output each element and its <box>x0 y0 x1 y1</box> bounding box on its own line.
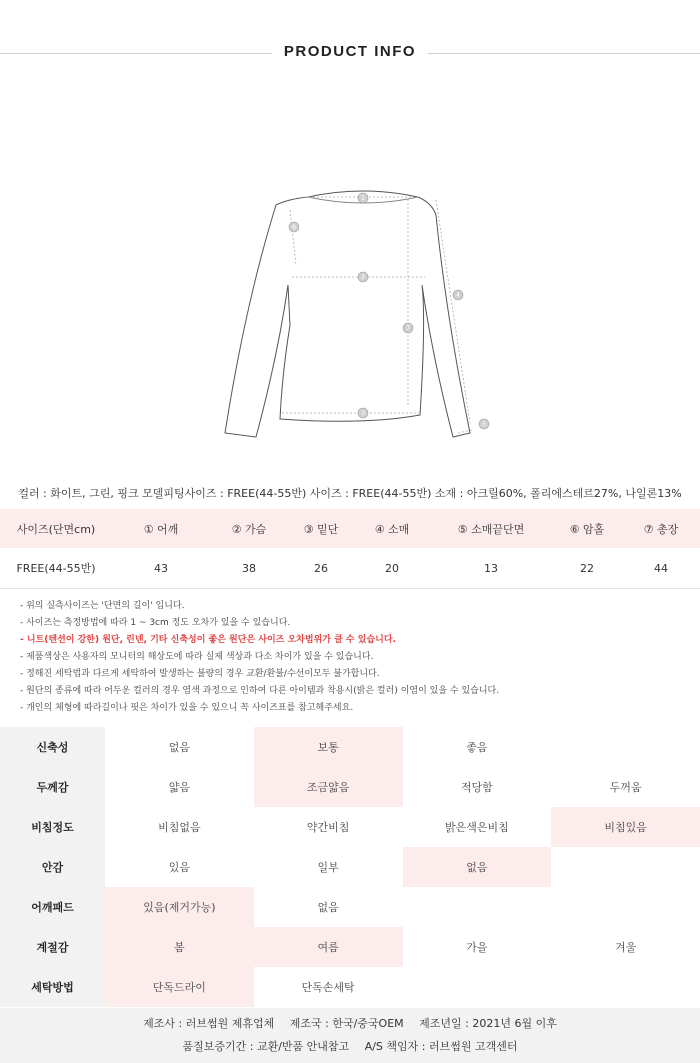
table-row <box>0 727 700 767</box>
maker-label: 제조사 : <box>143 1017 183 1030</box>
characteristic-option: 좋음 <box>466 741 488 754</box>
marker-6 <box>289 222 299 232</box>
date-value: 2021년 6월 이후 <box>472 1017 557 1030</box>
characteristic-label: 안감 <box>0 847 105 887</box>
size-header: ⑦ 총장 <box>622 509 700 548</box>
table-row <box>0 927 700 967</box>
characteristic-option: 없음 <box>168 741 190 754</box>
characteristic-option <box>551 967 700 1007</box>
size-cell: 13 <box>430 548 552 589</box>
date-label: 제조년일 : <box>419 1017 469 1030</box>
list-item: - 원단의 종류에 따라 어두운 컬러의 경우 염색 과정으로 인하여 다른 아이템과 착용시(밝은 컬러) 이염이 있을 수 있습니다. <box>20 686 500 696</box>
table-row <box>0 807 700 847</box>
table-row <box>0 887 700 927</box>
characteristic-option: 두꺼움 <box>609 781 642 794</box>
size-cell: 26 <box>288 548 354 589</box>
characteristic-option: 얇음 <box>168 781 190 794</box>
list-item: - 사이즈는 측정방법에 따라 1 ~ 3cm 정도 오차가 있을 수 있습니다. <box>20 618 291 628</box>
characteristic-option-selected: 있음(제거가능) <box>105 887 254 927</box>
svg-text:2: 2 <box>361 274 365 281</box>
list-item: - 개인의 체형에 따라길이나 핏은 차이가 있을 수 있으니 꼭 사이즈표를 참고해주세요. <box>20 703 354 713</box>
garment-measurement-diagram <box>210 175 500 440</box>
characteristic-option: 있음 <box>168 861 190 874</box>
marker-3 <box>358 408 368 418</box>
characteristic-label: 세탁방법 <box>0 967 105 1007</box>
characteristic-option: 일부 <box>317 861 339 874</box>
measurement-markers <box>289 193 489 429</box>
size-cell: 38 <box>210 548 288 589</box>
as-value: 러브썸원 고객센터 <box>428 1040 518 1053</box>
characteristic-option: 단독손세탁 <box>301 981 355 994</box>
svg-text:4: 4 <box>456 292 460 299</box>
list-item: - 위의 실측사이즈는 '단면의 길이' 입니다. <box>20 601 185 611</box>
size-cell: 44 <box>622 548 700 589</box>
characteristic-label: 비침정도 <box>0 807 105 847</box>
size-cell: 43 <box>112 548 210 589</box>
size-cell: FREE(44-55반) <box>0 548 112 589</box>
size-header: ② 가슴 <box>210 509 288 548</box>
marker-4 <box>453 290 463 300</box>
characteristic-option-selected: 봄 <box>105 927 254 967</box>
characteristic-option-selected: 보통 <box>254 727 403 767</box>
size-header: ③ 밑단 <box>288 509 354 548</box>
size-cell: 22 <box>552 548 622 589</box>
marker-1 <box>358 193 368 203</box>
as-label: A/S 책임자 : <box>364 1040 426 1053</box>
svg-text:7: 7 <box>406 325 410 332</box>
characteristic-option <box>403 887 552 927</box>
characteristic-option: 없음 <box>317 901 339 914</box>
list-item: - 제품색상은 사용자의 모니터의 해상도에 따라 실제 색상과 다소 차이가 있을 수 있습니다. <box>20 652 374 662</box>
characteristic-label: 어깨패드 <box>0 887 105 927</box>
characteristic-option: 약간비침 <box>306 821 350 834</box>
table-row <box>0 548 700 589</box>
list-item: - 니트(텐션이 강한) 원단, 린넨, 기타 신축성이 좋은 원단은 사이즈 오차범위가 클 수 있습니다. <box>20 635 396 645</box>
table-row <box>0 967 700 1007</box>
notes-list <box>20 598 700 717</box>
characteristic-option-selected: 조금얇음 <box>254 767 403 807</box>
characteristic-label: 두께감 <box>0 767 105 807</box>
characteristic-option-selected: 단독드라이 <box>105 967 254 1007</box>
characteristic-label: 신축성 <box>0 727 105 767</box>
marker-5 <box>479 419 489 429</box>
maker-value: 러브썸원 제휴업체 <box>185 1017 275 1030</box>
table-row <box>0 847 700 887</box>
characteristic-option: 적당함 <box>460 781 493 794</box>
svg-text:6: 6 <box>292 224 296 231</box>
size-header: ⑥ 암홀 <box>552 509 622 548</box>
spec-summary: 컬러 : 화이트, 그린, 핑크 모델피팅사이즈 : FREE(44-55반) 사이즈 : FREE(44-55반) 소재 : 아크릴60%, 폴리에스테르27%, 나일론13% <box>18 487 682 500</box>
size-header: ④ 소매 <box>354 509 430 548</box>
footer-row <box>0 1012 700 1035</box>
list-item: - 정해진 세탁법과 다르게 세탁하여 발생하는 불량의 경우 교환/환불/수선이모두 불가합니다. <box>20 669 380 679</box>
characteristic-option: 가을 <box>466 941 488 954</box>
manufacturer-info <box>0 1008 700 1063</box>
characteristic-option-selected: 비침있음 <box>551 807 700 847</box>
divider <box>428 53 700 54</box>
characteristic-label: 계절감 <box>0 927 105 967</box>
characteristic-option <box>551 727 700 767</box>
country-value: 한국/중국OEM <box>332 1017 404 1030</box>
marker-2 <box>358 272 368 282</box>
warranty-label: 품질보증기간 : <box>182 1040 254 1053</box>
size-table-header <box>0 509 700 548</box>
size-cell: 20 <box>354 548 430 589</box>
table-row <box>0 767 700 807</box>
warranty-value: 교환/반품 안내참고 <box>256 1040 350 1053</box>
country-label: 제조국 : <box>289 1017 329 1030</box>
characteristic-option-selected: 없음 <box>403 847 552 887</box>
characteristic-option: 밝은색은비침 <box>444 821 509 834</box>
characteristic-option <box>551 887 700 927</box>
characteristic-option: 비침없음 <box>158 821 201 834</box>
characteristics-table <box>0 727 700 1007</box>
header <box>0 40 700 66</box>
characteristic-option <box>551 847 700 887</box>
characteristic-option <box>403 967 552 1007</box>
footer-row <box>0 1035 700 1058</box>
size-header: ⑤ 소매끝단면 <box>430 509 552 548</box>
characteristic-option: 겨울 <box>614 941 637 954</box>
size-header: 사이즈(단면cm) <box>0 509 112 548</box>
size-table <box>0 509 700 589</box>
svg-text:3: 3 <box>361 410 365 417</box>
svg-text:1: 1 <box>361 195 365 202</box>
marker-7 <box>403 323 413 333</box>
garment-outline <box>225 191 470 437</box>
size-header: ① 어깨 <box>112 509 210 548</box>
page-title: PRODUCT INFO <box>283 43 417 60</box>
characteristic-option-selected: 여름 <box>254 927 403 967</box>
svg-text:5: 5 <box>482 421 486 428</box>
